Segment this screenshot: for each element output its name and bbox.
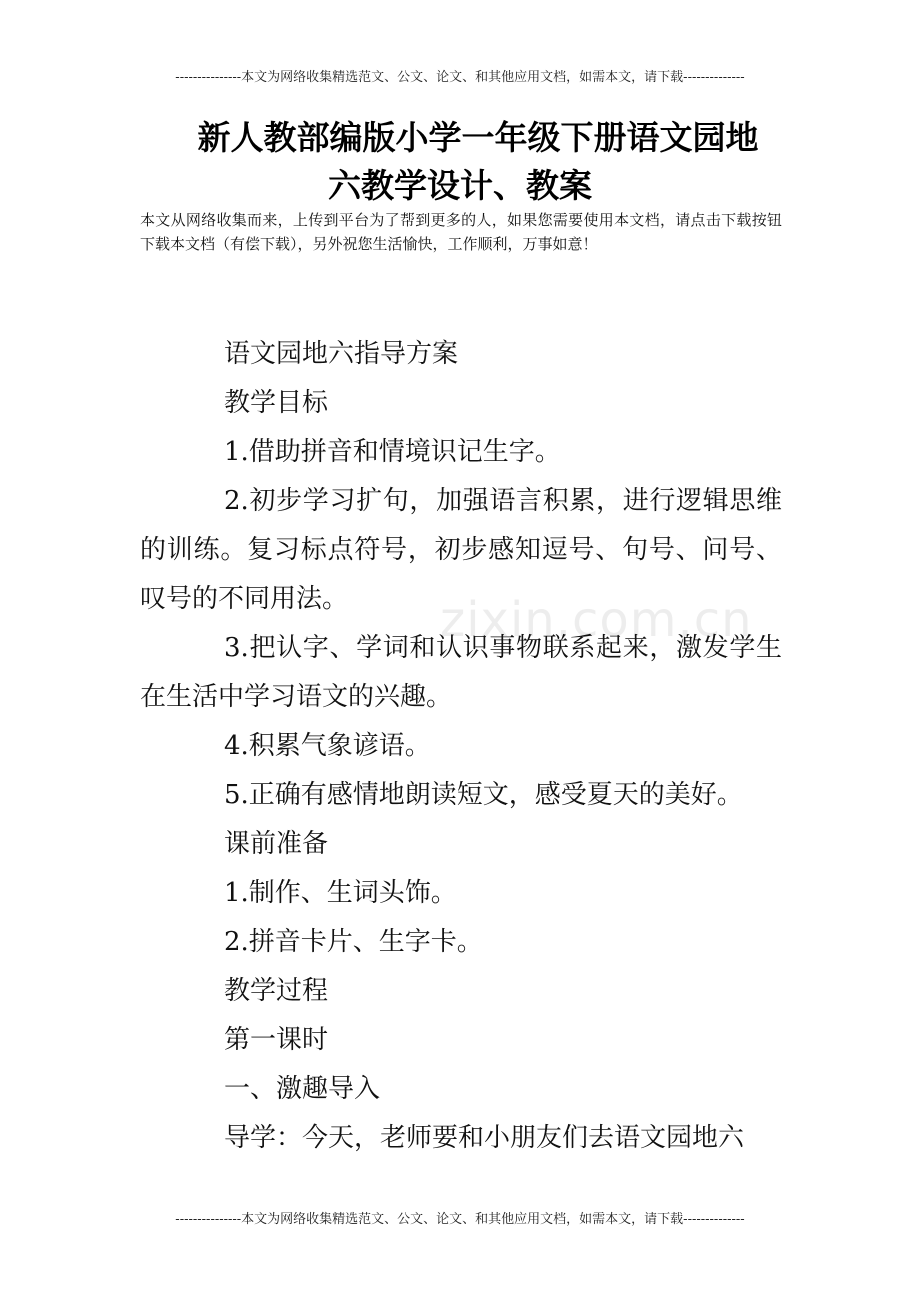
paragraph: 1.制作、生词头饰。 xyxy=(224,878,457,908)
paragraph: 2.拼音卡片、生字卡。 xyxy=(224,927,483,957)
page-header-note: ---------------本文为网络收集精选范文、公文、论文、和其他应用文档，如需本文，请下载-------------- xyxy=(175,70,745,85)
paragraph: 导学：今天，老师要和小朋友们去语文园地六 xyxy=(224,1123,745,1153)
paragraph: 语文园地六指导方案 xyxy=(224,339,459,369)
paragraph: 1.借助拼音和情境识记生字。 xyxy=(224,437,561,467)
paragraph: 5.正确有感情地朗读短文，感受夏天的美好。 xyxy=(224,780,743,810)
paragraph: 第一课时 xyxy=(224,1025,329,1055)
paragraph: 3.把认字、学词和认识事物联系起来，激发学生在生活中学习语文的兴趣。 xyxy=(140,633,782,712)
paragraph: 2.初步学习扩句，加强语言积累，进行逻辑思维的训练。复习标点符号，初步感知逗号、句号、问号、叹号的不同用法。 xyxy=(140,486,782,614)
document-title-line-2: 六教学设计、教案 xyxy=(328,166,592,205)
paragraph: 4.积累气象谚语。 xyxy=(224,731,431,761)
intro-note: 本文从网络收集而来，上传到平台为了帮到更多的人，如果您需要使用本文档，请点击下载按钮下载本文档（有偿下载），另外祝您生活愉快，工作顺利，万事如意！ xyxy=(140,211,782,253)
paragraph: 教学目标 xyxy=(224,388,329,418)
paragraph: 课前准备 xyxy=(224,829,329,859)
paragraph: 一、激趣导入 xyxy=(224,1074,381,1104)
document-title-line-1: 新人教部编版小学一年级下册语文园地 xyxy=(197,118,759,157)
page-footer-note: ---------------本文为网络收集精选范文、公文、论文、和其他应用文档，如需本文，请下载-------------- xyxy=(175,1212,745,1227)
document-body xyxy=(140,330,782,1163)
watermark: zixin.com.cn xyxy=(440,592,753,648)
paragraph: 教学过程 xyxy=(224,976,329,1006)
